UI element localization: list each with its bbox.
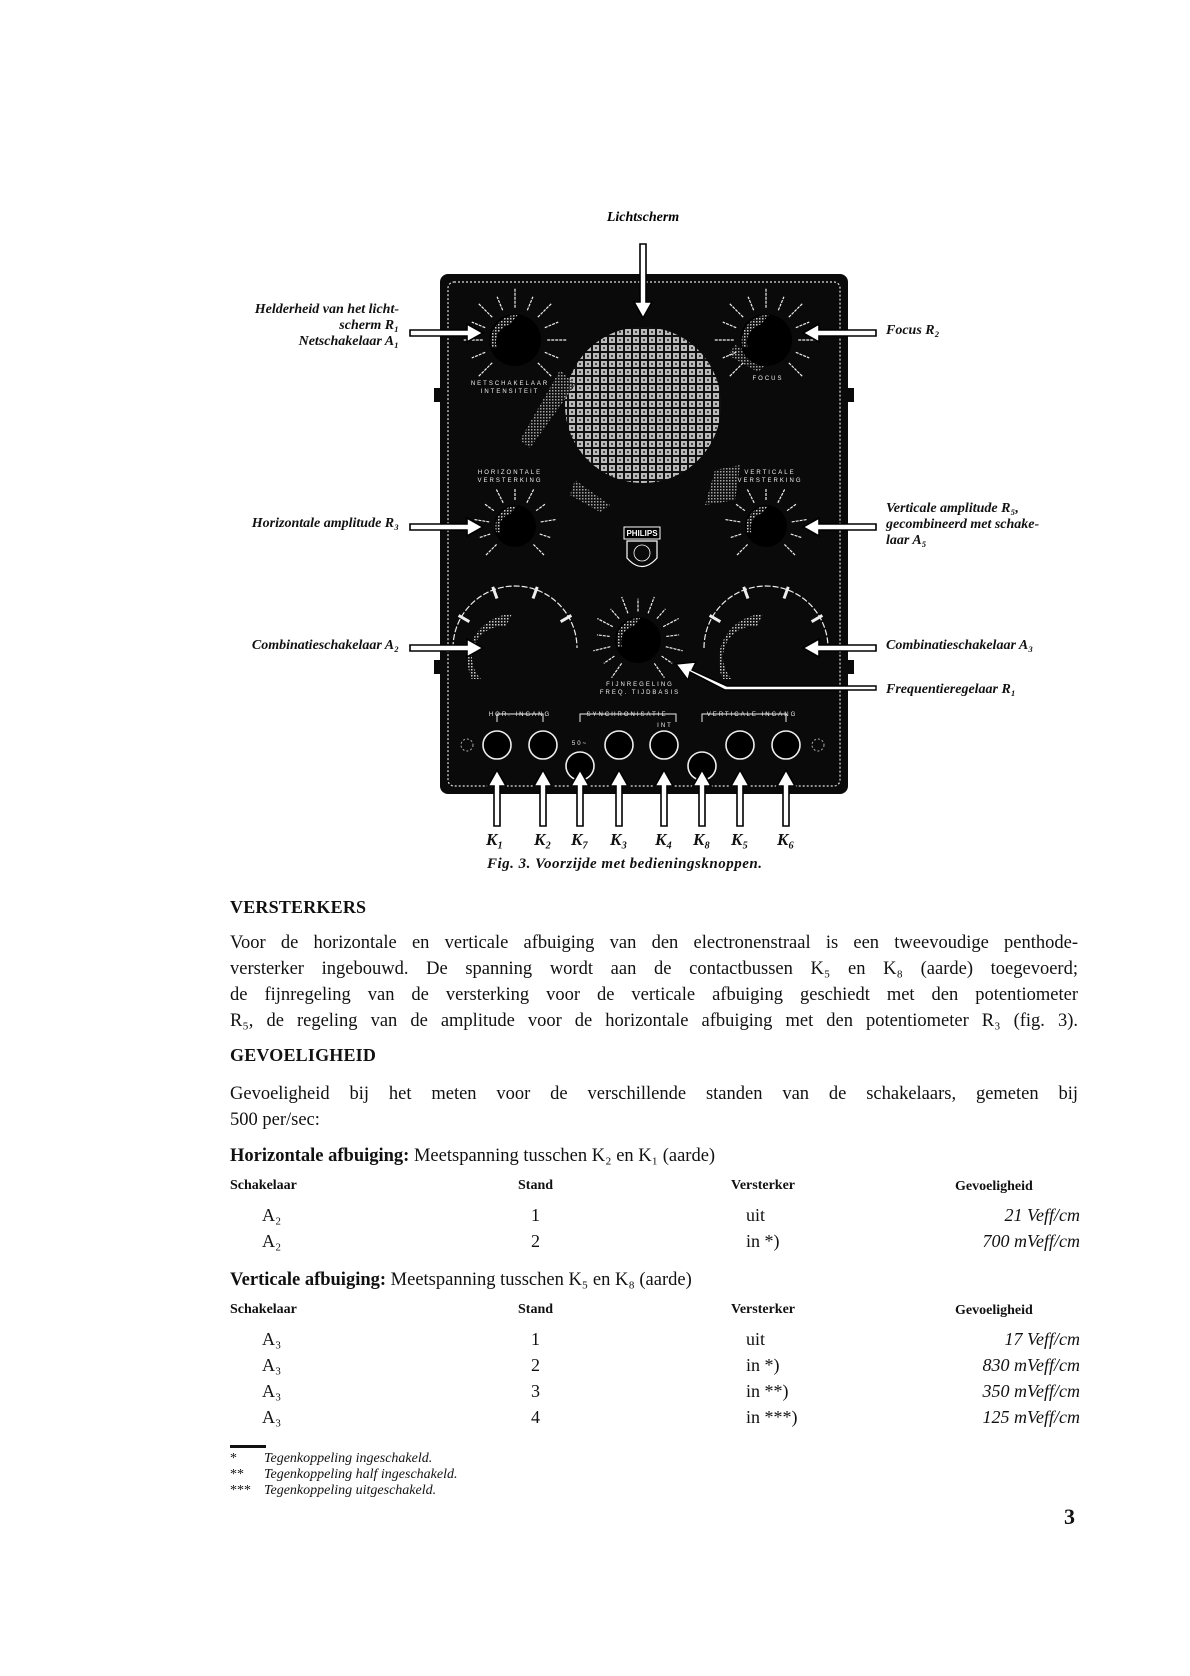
panel-label-synchronisatie: SYNCHRONISATIE xyxy=(586,712,668,718)
oscilloscope-panel xyxy=(434,274,854,794)
callout-helderheid xyxy=(255,302,399,350)
jack-k5[interactable] xyxy=(726,731,754,759)
cell-gevoeligheid: 700 mVeff/cm xyxy=(982,1231,1080,1251)
callout-verticale-amplitude xyxy=(886,501,1039,549)
cell-schakelaar: A₃ xyxy=(262,1355,282,1375)
terminal-label-k6: K₆ xyxy=(777,830,795,849)
callout-focus xyxy=(886,323,940,339)
footnote-mark: *** xyxy=(230,1483,251,1498)
table-title-rest: Meetspanning tusschen K₂ en K₁ (aarde) xyxy=(413,1146,716,1166)
heading-gevoeligheid: GEVOELIGHEID xyxy=(230,1045,377,1065)
cell-schakelaar: A₃ xyxy=(262,1381,282,1401)
callout-line: scherm R₁ xyxy=(339,318,399,333)
cell-versterker: in **) xyxy=(746,1381,789,1401)
cell-schakelaar: A₃ xyxy=(262,1407,282,1427)
column-header-gevoeligheid: Gevoeligheid xyxy=(955,1303,1033,1318)
panel-label-freq-tijdbasis: FREQ. TIJDBASIS xyxy=(599,690,681,696)
cell-gevoeligheid: 17 Veff/cm xyxy=(1004,1329,1080,1349)
cell-versterker: uit xyxy=(746,1329,766,1349)
paragraph-line: versterker ingebouwd. De spanning wordt aan de contactbussen K₅ en K₈ (aarde) toegevoerd; xyxy=(230,959,1078,979)
cell-versterker: in *) xyxy=(746,1355,780,1375)
label-lichtscherm: Lichtscherm xyxy=(606,210,680,225)
callout-line: Combinatieschakelaar A₂ xyxy=(251,638,399,653)
cell-schakelaar: A₂ xyxy=(262,1231,282,1251)
callout-line: Helderheid van het licht- xyxy=(254,302,399,317)
terminal-label-k7: K₇ xyxy=(571,830,589,849)
jack-k3[interactable] xyxy=(605,731,633,759)
screen-graticule xyxy=(565,327,721,483)
cell-stand: 3 xyxy=(531,1381,540,1401)
cell-gevoeligheid: 830 mVeff/cm xyxy=(982,1355,1080,1375)
cell-gevoeligheid: 125 mVeff/cm xyxy=(982,1407,1080,1427)
column-header-stand: Stand xyxy=(518,1178,554,1193)
footnote-2 xyxy=(230,1467,458,1483)
frequency-knob-cap xyxy=(615,617,661,663)
horizontal-amplitude-knob-cap xyxy=(494,505,536,547)
terminal-label-k3: K₃ xyxy=(610,830,628,849)
jack-k4[interactable] xyxy=(650,731,678,759)
cell-gevoeligheid: 21 Veff/cm xyxy=(1004,1205,1080,1225)
table-title-bold: Horizontale afbuiging: xyxy=(230,1146,410,1166)
focus-knob-cap xyxy=(740,314,792,366)
callout-line: Netschakelaar A₁ xyxy=(298,334,399,349)
column-header-schakelaar: Schakelaar xyxy=(230,1178,297,1193)
terminal-label-k4: K₄ xyxy=(655,830,673,849)
panel-label-focus: FOCUS xyxy=(752,376,784,382)
cell-schakelaar: A₂ xyxy=(262,1205,282,1225)
terminal-label-k8: K₈ xyxy=(693,830,711,849)
vertical-amplitude-knob-cap xyxy=(745,505,787,547)
callout-line: laar A₅ xyxy=(886,533,927,548)
table-title-rest: Meetspanning tusschen K₅ en K₈ (aarde) xyxy=(390,1270,692,1290)
callout-frequentieregelaar xyxy=(886,682,1016,698)
callout-line: Focus R₂ xyxy=(886,323,940,338)
callout-line: gecombineerd met schake- xyxy=(886,517,1040,532)
column-header-versterker: Versterker xyxy=(731,1178,796,1193)
page-number: 3 xyxy=(1064,1504,1075,1529)
paragraph-versterkers xyxy=(230,930,1078,1034)
cell-stand: 1 xyxy=(531,1329,540,1349)
panel-label-50hz: 50~ xyxy=(571,741,589,747)
cell-versterker: in *) xyxy=(746,1231,780,1251)
panel-label-hor-ingang: HOR. INGANG xyxy=(488,712,552,718)
paragraph-line: Gevoeligheid bij het meten voor de verschillende standen van de schakelaars, gemeten bij xyxy=(230,1084,1078,1104)
callout-line: Horizontale amplitude R₃ xyxy=(251,516,399,531)
figure-caption: Fig. 3. Voorzijde met bedieningsknoppen. xyxy=(487,856,763,872)
terminal-label-k2: K₂ xyxy=(534,830,552,849)
paragraph-line: 500 per/sec: xyxy=(230,1110,320,1130)
cell-stand: 4 xyxy=(531,1407,540,1427)
paragraph-gevoeligheid xyxy=(230,1081,1078,1133)
panel-label-fijnregeling: FIJNREGELING xyxy=(606,682,674,688)
footnote-rule xyxy=(230,1445,266,1448)
brand-label: PHILIPS xyxy=(626,529,658,538)
intensity-knob-cap xyxy=(489,314,541,366)
table-horizontal-title xyxy=(230,1146,715,1167)
heading-versterkers: VERSTERKERS xyxy=(230,897,367,917)
cell-stand: 2 xyxy=(531,1355,540,1375)
table-vertical-title xyxy=(230,1270,692,1291)
cell-schakelaar: A₃ xyxy=(262,1329,282,1349)
terminal-label-k5: K₅ xyxy=(731,830,749,849)
footnote-1 xyxy=(230,1451,432,1467)
paragraph-line: de fijnregeling van de versterking voor de verticale afbuiging geschiedt met den potentiometer xyxy=(230,985,1078,1005)
panel-label-verticale: VERTICALE xyxy=(744,470,796,476)
column-header-versterker: Versterker xyxy=(731,1302,796,1317)
footnote-mark: ** xyxy=(230,1467,244,1482)
jack-k1[interactable] xyxy=(483,731,511,759)
callout-combinatieschakelaar-a2 xyxy=(252,638,399,654)
table-title-bold: Verticale afbuiging: xyxy=(230,1270,387,1290)
cell-stand: 2 xyxy=(531,1231,540,1251)
footnote-mark: * xyxy=(230,1451,237,1466)
panel-label-vert-versterking: VERSTERKING xyxy=(737,478,803,484)
jack-k2[interactable] xyxy=(529,731,557,759)
cell-stand: 1 xyxy=(531,1205,540,1225)
footnote-3 xyxy=(230,1483,436,1499)
cell-gevoeligheid: 350 mVeff/cm xyxy=(982,1381,1080,1401)
panel-label-netschakelaar: NETSCHAKELAAR xyxy=(470,381,550,387)
jack-k6[interactable] xyxy=(772,731,800,759)
footnote-text: Tegenkoppeling ingeschakeld. xyxy=(264,1451,433,1466)
cell-versterker: in ***) xyxy=(746,1407,798,1427)
callout-line: Frequentieregelaar R₁ xyxy=(886,682,1016,697)
callout-line: Combinatieschakelaar A₃ xyxy=(886,638,1034,653)
callout-horizontale-amplitude xyxy=(252,516,399,532)
column-header-stand: Stand xyxy=(518,1302,554,1317)
panel-label-intensiteit: INTENSITEIT xyxy=(480,389,540,395)
panel-label-hor-versterking: VERSTERKING xyxy=(477,478,543,484)
panel-label-horizontale: HORIZONTALE xyxy=(477,470,543,476)
footnote-text: Tegenkoppeling uitgeschakeld. xyxy=(264,1483,437,1498)
footnote-text: Tegenkoppeling half ingeschakeld. xyxy=(264,1467,458,1482)
paragraph-line: Voor de horizontale en verticale afbuiging van den electronenstraal is een tweevoudige penthode- xyxy=(230,933,1078,953)
terminal-label-k1: K₁ xyxy=(486,830,504,849)
column-header-schakelaar: Schakelaar xyxy=(230,1302,297,1317)
panel-label-vert-ingang: VERTICALE INGANG xyxy=(706,712,798,718)
cell-versterker: uit xyxy=(746,1205,766,1225)
panel-label-int: INT xyxy=(657,723,673,729)
column-header-gevoeligheid: Gevoeligheid xyxy=(955,1179,1033,1194)
callout-line: Verticale amplitude R₅, xyxy=(886,501,1019,516)
paragraph-line: R₅, de regeling van de amplitude voor de horizontale afbuiging met den potentiometer R₃ (fig. 3). xyxy=(230,1011,1078,1031)
callout-combinatieschakelaar-a3 xyxy=(886,638,1033,654)
